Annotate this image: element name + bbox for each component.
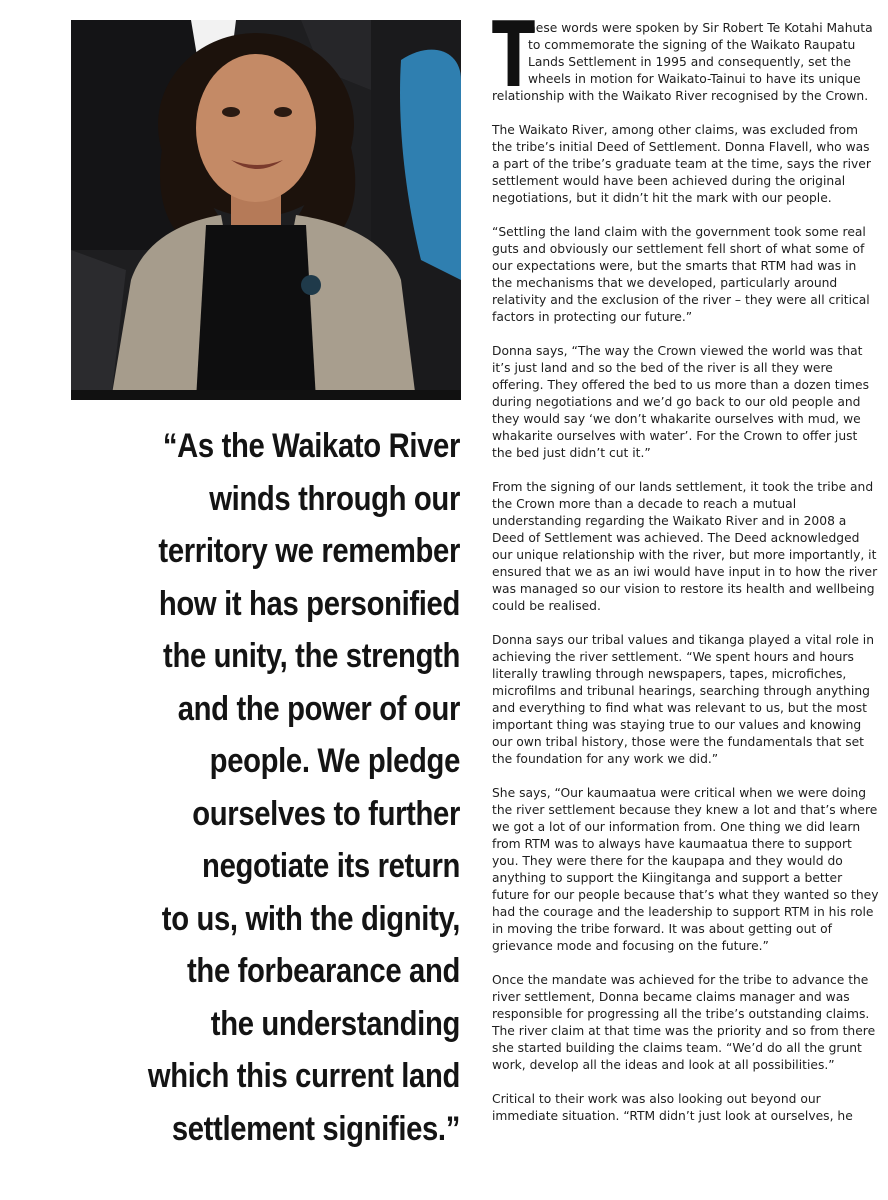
pull-quote bbox=[116, 420, 460, 1155]
pull-quote-line: and the power of our bbox=[177, 689, 460, 728]
pull-quote-line: how it has personified bbox=[158, 584, 460, 623]
article-paragraph: She says, “Our kaumaatua were critical when we were doing the river settlement because they knew a lot and that’s where we got a lot of our information from. One thing we did learn from RTM was to always have kaumaatua there to support you. They were there for the kaupapa and they would do anything to support the Kiingitanga and support a better future for our people because that’s what they wanted so they had the courage and the leadership to support RTM in his role in moving the tribe forward. It was about getting out of grievance mode and focusing on the future.” bbox=[492, 786, 879, 953]
drop-cap: T bbox=[492, 3, 535, 108]
pull-quote-line: people. We pledge bbox=[209, 742, 460, 780]
portrait-photo bbox=[71, 20, 461, 400]
pull-quote-line: which this current land bbox=[147, 1057, 461, 1095]
pull-quote-line: territory we remember bbox=[158, 532, 461, 570]
pull-quote-line: winds through our bbox=[209, 479, 460, 518]
pull-quote-line: the understanding bbox=[210, 1004, 460, 1043]
pull-quote-line: ourselves to further bbox=[192, 794, 460, 833]
article-paragraph: Donna says our tribal values and tikanga played a vital role in achieving the river settlement. “We spent hours and hours literally trawling through newspapers, tapes, microfiches, microfilms and tribunal hearings, searching through anything and everything to find what was relevant to us, but the most important thing was staying true to our values and knowing our own tribal history, those were the fundamentals that set the foundation for any work we did.” bbox=[492, 633, 875, 766]
article-paragraph: Donna says, “The way the Crown viewed the world was that it’s just land and so the bed of the river is all they were offering. They offered the bed to us more than a dozen times during negotiations and we’d go back to our old people and they would say ‘we don’t whakarite ourselves with mud, we whakarite ourselves with water’. For the Crown to offer just the bed just didn’t cut it.” bbox=[492, 344, 869, 460]
article-paragraph: The Waikato River, among other claims, was excluded from the tribe’s initial Deed of Settlement. Donna Flavell, who was a part of the tribe’s graduate team at the time, says the river settlement would have been achieved during the original negotiations, but it didn’t hit the mark with our people. bbox=[492, 123, 871, 205]
article-paragraph: Once the mandate was achieved for the tribe to advance the river settlement, Donna became claims manager and was responsible for progressing all the tribe’s outstanding claims. The river claim at that time was the priority and so from there she started building the claims team. “We’d do all the grunt work, develop all the ideas and look at all possibilities.” bbox=[492, 973, 876, 1072]
article-paragraph: “Settling the land claim with the government took some real guts and obviously our settlement fell short of what some of our expectations were, but the smarts that RTM had was in the mechanisms that we developed, particularly around relativity and the exclusion of the river – they were all critical factors in protecting our future.” bbox=[492, 225, 870, 324]
pull-quote-line: settlement signifies.” bbox=[171, 1109, 460, 1148]
pull-quote-line: “As the Waikato River bbox=[162, 427, 460, 465]
pull-quote-line: to us, with the dignity, bbox=[161, 899, 461, 938]
article-paragraph: Critical to their work was also looking out beyond our immediate situation. “RTM didn’t just look at ourselves, he bbox=[492, 1092, 853, 1123]
pull-quote-line: negotiate its return bbox=[202, 847, 460, 885]
pull-quote-line: the unity, the strength bbox=[163, 637, 461, 675]
portrait-illustration bbox=[71, 20, 461, 400]
article-body bbox=[492, 3, 880, 1142]
article-paragraph: From the signing of our lands settlement, it took the tribe and the Crown more than a decade to reach a mutual understanding regarding the Waikato River and in 2008 a Deed of Settlement was achieved. The Deed acknowledged our unique relationship with the river, but more importantly, it ensured that we as an iwi would have input in to how the river was managed so our vision to restore its health and wellbeing could be realised. bbox=[492, 480, 878, 613]
article-paragraph-intro: T hese words were spoken by Sir Robert Te Kotahi Mahuta to commemorate the signing of the Waikato Raupatu Lands Settlement in 1995 and consequently, set the wheels in motion for Waikato-Tainui to have its unique relationship with the Waikato River recognised by the Crown. bbox=[492, 3, 873, 108]
pull-quote-line: the forbearance and bbox=[187, 952, 460, 990]
